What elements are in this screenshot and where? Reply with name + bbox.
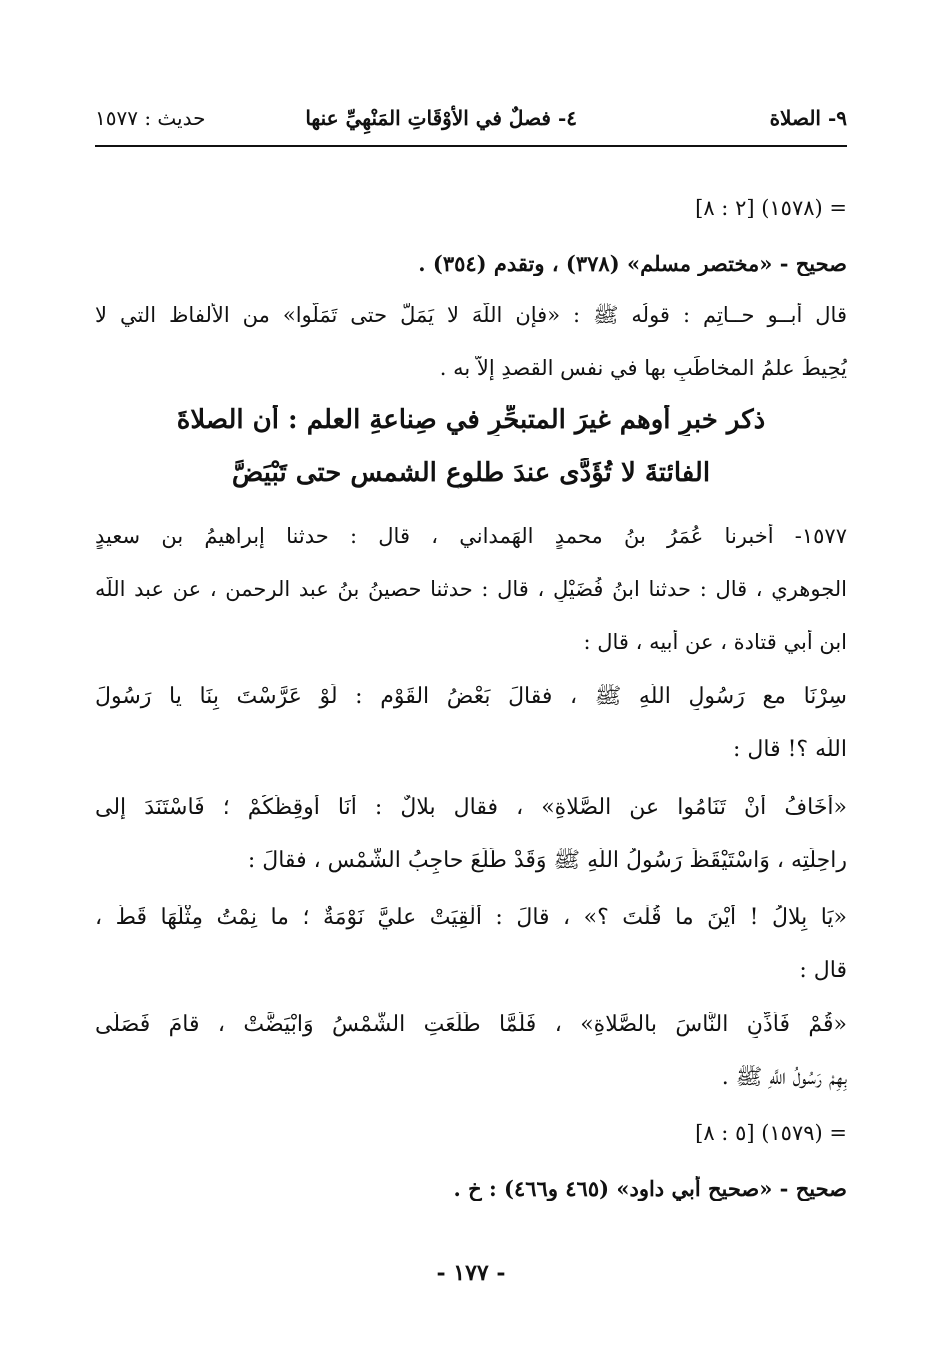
chapter-title: ٩- الصلاة [769, 106, 847, 130]
hadith-text-line: بِهِمْ رَسُولُ اللَّهِ ﷺ . [721, 1065, 847, 1090]
author-note-line: قال أبــو حــاتِم : قولُه ﷺ : «فإن اللَّهَ لا يَمَلُّ حتى تَمَلُّوا» من الألفاظ التي لا [95, 303, 847, 327]
hadith-text-line: اللَّه ؟! قال : [732, 737, 847, 762]
isnad-line: الجوهري ، قال : حدثنا ابنُ فُضَيْلٍ ، قال : حدثنا حصينُ بنُ عبد الرحمن ، عن عبد اللَّه [95, 577, 847, 601]
isnad-line: ١٥٧٧- أخبرنا عُمَرُ بنُ محمدٍ الهَمداني ، قال : حدثنا إبراهيمُ بن سعيدٍ [95, 524, 847, 548]
hadith-text-line: «يَا بِلالُ ! أَيْنَ ما قُلْتَ ؟» ، قالَ : أُلْقِيَتْ عليَّ نَوْمَةٌ ؛ ما نِمْتُ مِثْلَهَا قَطُّ ، [95, 905, 847, 930]
hadith-text-line: سِرْنَا مع رَسُولِ اللَّهِ ﷺ ، فقالَ بَعْضُ القَوْمِ : لَوْ عَرَّسْتَ بِنَا يا رَسُولَ [95, 684, 847, 709]
hadith-text-line: «أخَافُ أَنْ تَنَامُوا عن الصَّلاةِ» ، فقال بلالٌ : أَنَا أُوقِظُكُمْ ؛ فَاسْتَنَدَ إلى [95, 795, 847, 820]
hadith-text-line: راحِلَتِه ، وَاسْتَيْقَظَ رَسُولُ اللَّهِ ﷺ وَقَدْ طَلَعَ حاجِبُ الشَّمْسِ ، فقالَ : [247, 848, 847, 873]
chapter-heading-line: ذكر خبرٍ أوهم غيرَ المتبحِّرِ في صِناعةِ العلم : أن الصلاةَ [176, 405, 766, 435]
grading-note: صحيح - «مختصر مسلم» (٣٧٨) ، وتقدم (٣٥٤) . [418, 251, 847, 276]
hadith-text-line: قال : [799, 958, 847, 983]
hadith-reference: حديث : ١٥٧٧ [95, 106, 206, 130]
grading-note: صحيح - «صحيح أبي داود» (٤٦٥ و٤٦٦) : خ . [453, 1176, 847, 1201]
author-note-line: يُحِيطُ علمُ المخاطَبِ بها في نفس القصدِ إلاَّ به . [439, 356, 847, 380]
isnad-line: ابنِ أبي قتادة ، عن أبيه ، قال : [583, 630, 847, 654]
header-rule [95, 145, 847, 147]
section-title: ٤- فصلٌ في الأوْقَاتِ المَنْهِيِّ عنها [305, 106, 577, 130]
running-header [95, 100, 847, 136]
page-number: - ١٧٧ - [436, 1260, 506, 1286]
cross-reference: = (١٥٧٨) [٢ : ٨] [695, 196, 847, 220]
hadith-text-line: «قُمْ فَأَذِّنِ النَّاسَ بالصَّلاةِ» ، فَلَمَّا طَلَعَتِ الشَّمْسُ وَابْيَضَّتْ ، قامَ فَصَلَّى [95, 1012, 847, 1037]
chapter-heading-line: الفائتةَ لا تُؤَدَّى عندَ طلوعِ الشمس حتى تَبْيَضَّ [231, 458, 711, 488]
cross-reference: = (١٥٧٩) [٥ : ٨] [695, 1121, 847, 1145]
